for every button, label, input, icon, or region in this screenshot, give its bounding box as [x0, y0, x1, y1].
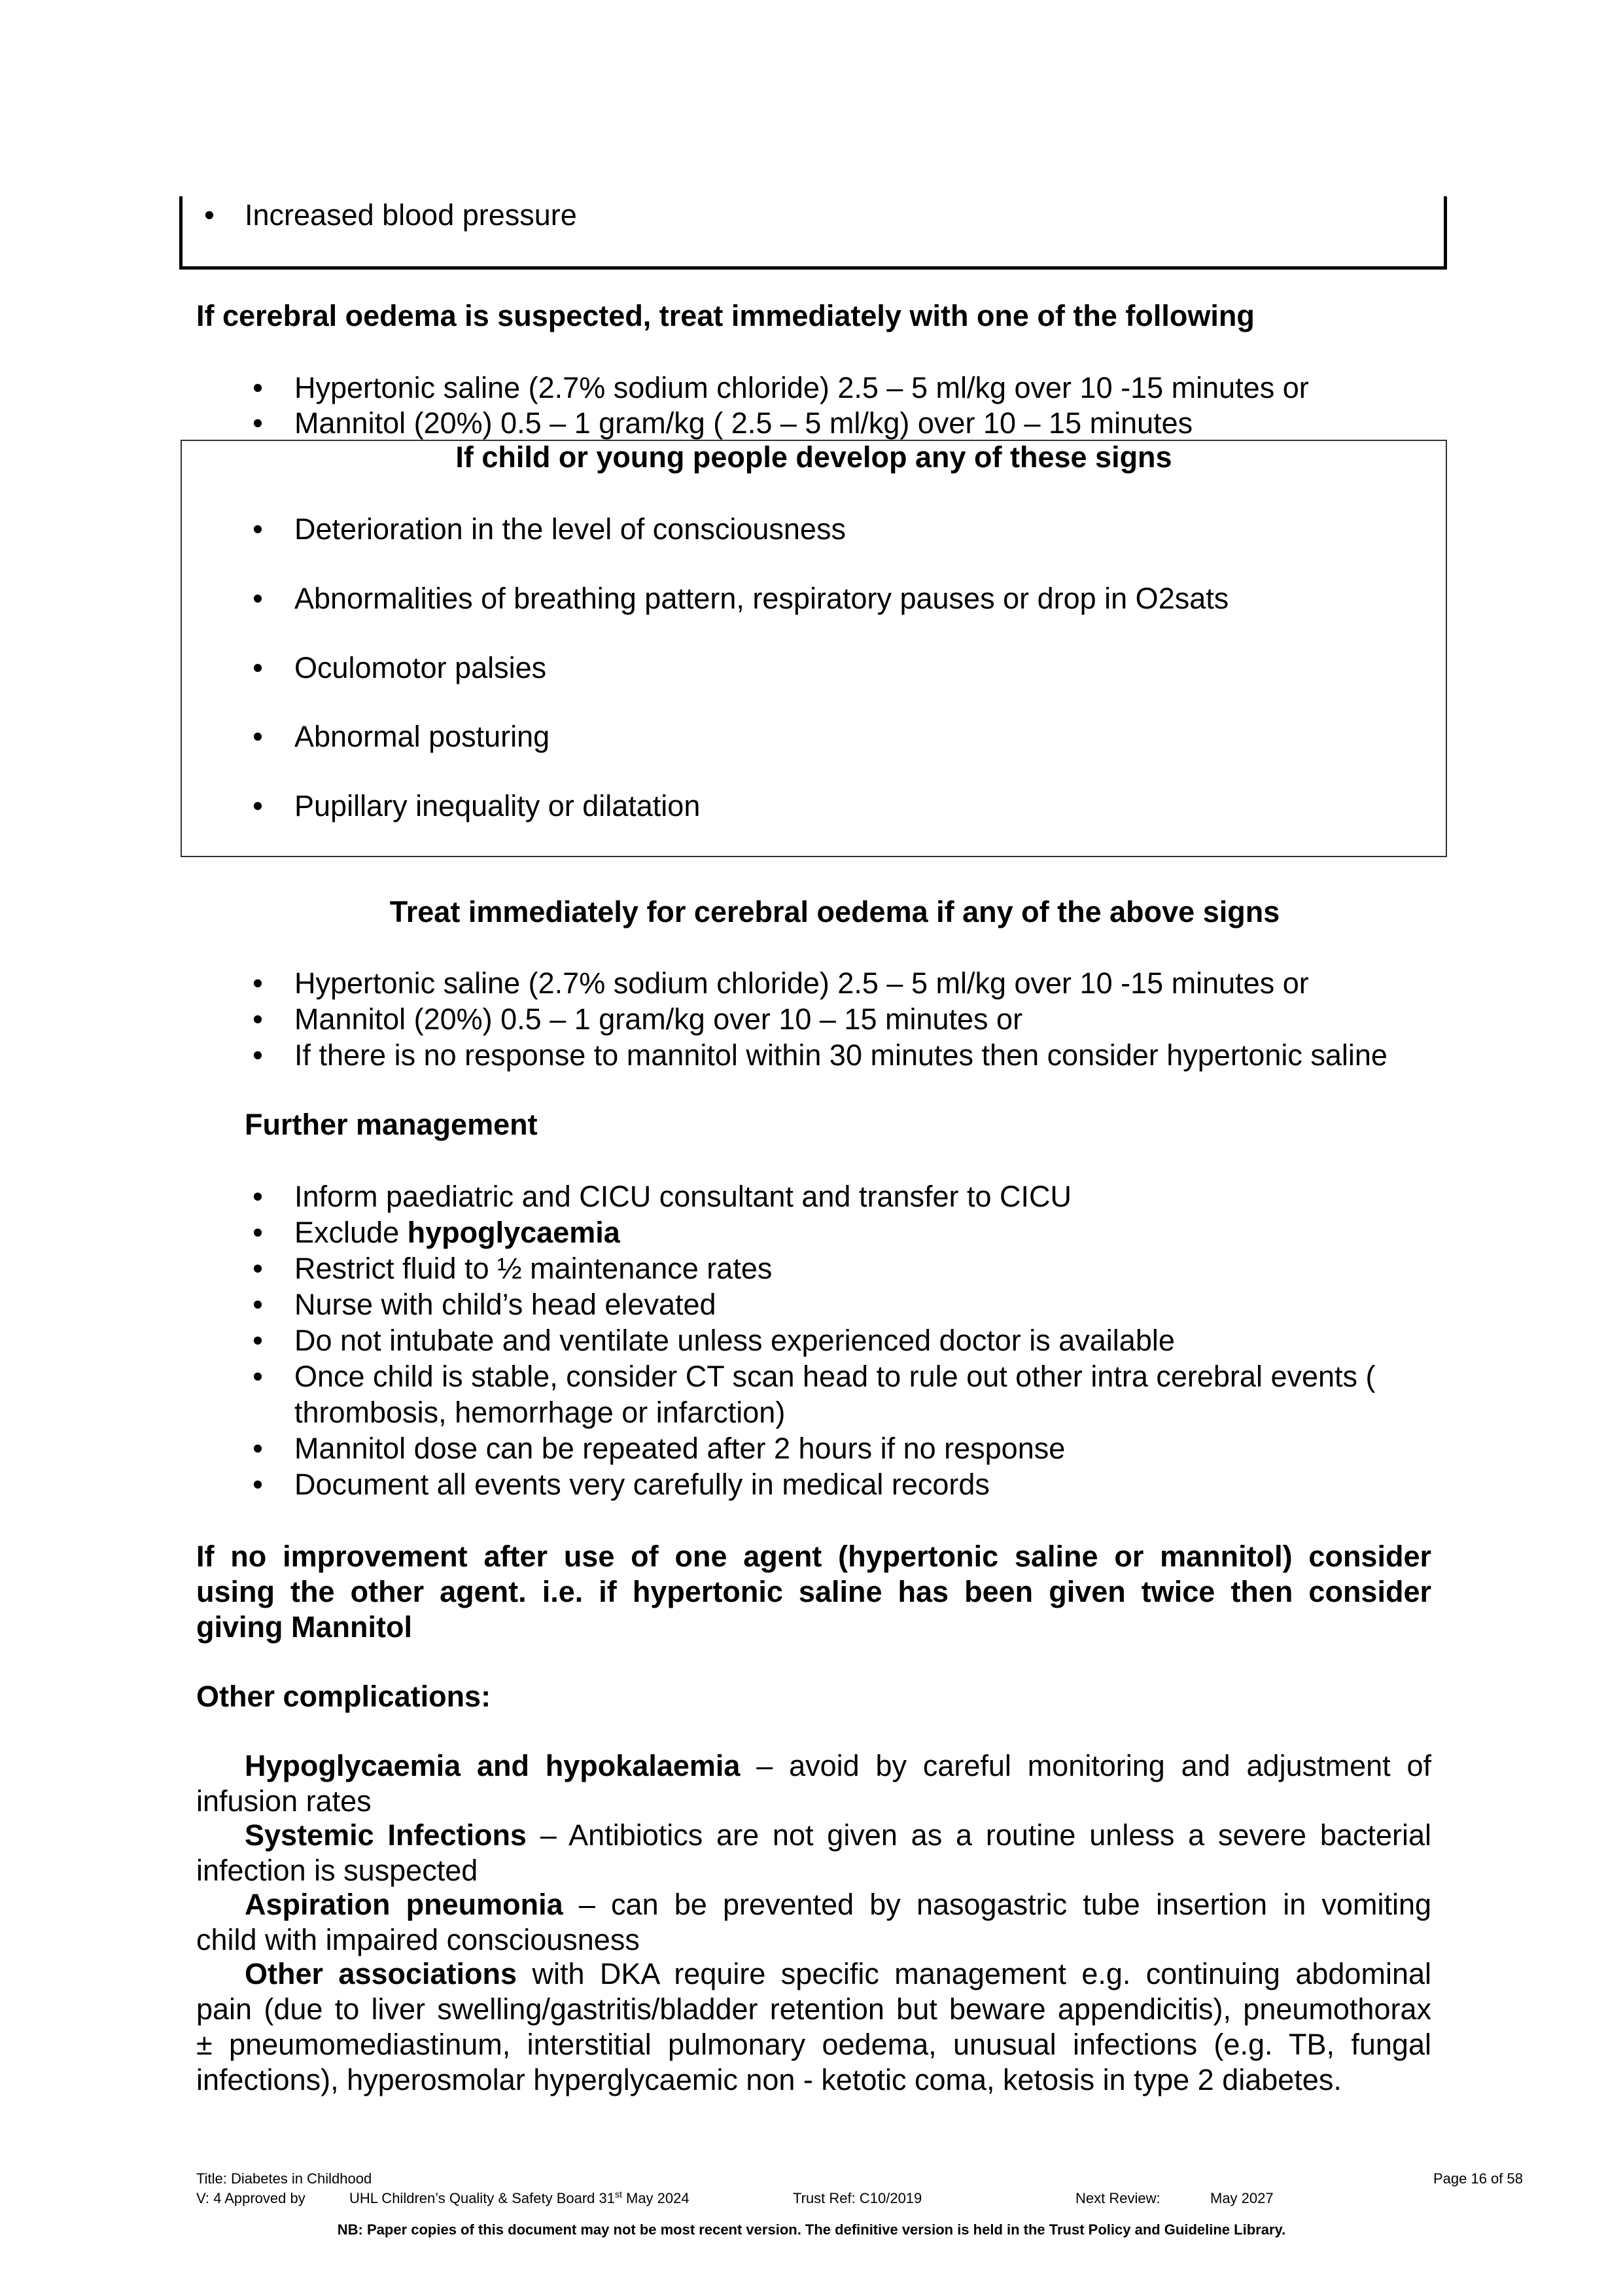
complication-text: – Antibiotics are not given as a routine unless a severe bacterial: [526, 1818, 1431, 1852]
no-improvement-line: giving Mannitol: [196, 1610, 412, 1644]
complication-continuation: ± pneumomediastinum, interstitial pulmonary oedema, unusual infections (e.g. TB, fungal: [196, 2028, 1431, 2061]
cerebral-oedema-heading: If cerebral oedema is suspected, treat immediately with one of the following: [196, 299, 1255, 332]
further-item: Document all events very carefully in medical records: [294, 1468, 990, 1501]
complication-aspiration: [245, 1887, 1431, 1922]
signs-heading: If child or young people develop any of these signs: [455, 440, 1172, 474]
no-improvement-line: using the other agent. i.e. if hypertonic saline has been given twice then consider: [196, 1575, 1431, 1608]
footer-page-number: Page 16 of 58: [1433, 2170, 1523, 2187]
bullet-icon: •: [253, 651, 263, 684]
complication-continuation: infusion rates: [196, 1784, 372, 1818]
complication-continuation: infection is suspected: [196, 1854, 478, 1887]
complication-term: Hypoglycaemia and hypokalaemia: [245, 1749, 741, 1782]
bullet-icon: •: [253, 1360, 263, 1393]
footer-version: V: 4 Approved by: [196, 2190, 305, 2206]
complication-other: [245, 1956, 1431, 1992]
complication-text: – avoid by careful monitoring and adjustment of: [740, 1749, 1431, 1782]
bullet-icon: •: [253, 789, 263, 822]
treat-item: If there is no response to mannitol within 30 minutes then consider hypertonic saline: [294, 1038, 1387, 1072]
no-improvement-line: If no improvement after use of one agent (hypertonic saline or mannitol) consider: [196, 1540, 1431, 1573]
complication-infections: [245, 1818, 1431, 1853]
bullet-icon: •: [253, 1288, 263, 1321]
complication-term: Other associations: [245, 1957, 517, 1990]
treat-item: Hypertonic saline (2.7% sodium chloride) 2.5 – 5 ml/kg over 10 -15 minutes or: [294, 966, 1309, 1000]
further-item-bold: hypoglycaemia: [407, 1216, 620, 1249]
sign-item: Pupillary inequality or dilatation: [294, 789, 701, 822]
treat-item: Mannitol (20%) 0.5 – 1 gram/kg over 10 – 15 minutes or: [294, 1002, 1023, 1036]
top-box-item: Increased blood pressure: [245, 198, 577, 232]
bullet-icon: •: [253, 1216, 263, 1249]
complication-text: with DKA require specific management e.g. continuing abdominal: [517, 1957, 1431, 1990]
complication-continuation: pain (due to liver swelling/gastritis/bladder retention but beware appendicitis), pneumothorax: [196, 1992, 1431, 2026]
treat-heading: Treat immediately for cerebral oedema if any of the above signs: [389, 895, 1280, 928]
further-item: Inform paediatric and CICU consultant and transfer to CICU: [294, 1180, 1072, 1213]
footer-approver-sup: st: [614, 2189, 622, 2200]
complication-text: – can be prevented by nasogastric tube insertion in vomiting: [563, 1888, 1431, 1921]
footer-approver-date: May 2024: [621, 2190, 689, 2206]
further-item: Restrict fluid to ½ maintenance rates: [294, 1252, 773, 1285]
initial-treatment-item: Hypertonic saline (2.7% sodium chloride) 2.5 – 5 ml/kg over 10 -15 minutes or: [294, 371, 1309, 404]
complication-hypoglycaemia: [245, 1748, 1431, 1784]
sign-item: Abnormalities of breathing pattern, respiratory pauses or drop in O2sats: [294, 582, 1229, 615]
further-item-text: Exclude: [294, 1216, 408, 1249]
bullet-icon: •: [253, 371, 263, 404]
bullet-icon: •: [253, 582, 263, 615]
bullet-icon: •: [253, 1252, 263, 1285]
further-item: Mannitol dose can be repeated after 2 hours if no response: [294, 1432, 1066, 1465]
sign-item: Deterioration in the level of consciousness: [294, 512, 846, 546]
sign-item: Abnormal posturing: [294, 720, 550, 753]
bullet-icon: •: [253, 1038, 263, 1072]
bullet-icon: •: [253, 512, 263, 546]
sign-item: Oculomotor palsies: [294, 651, 547, 684]
footer-approver-text: UHL Children’s Quality & Safety Board 31: [349, 2190, 615, 2206]
bullet-icon: •: [253, 1180, 263, 1213]
footer-next-review-date: May 2027: [1210, 2190, 1274, 2206]
further-item: [294, 1215, 620, 1250]
complication-term: Systemic Infections: [245, 1818, 527, 1852]
footer-trust-ref: Trust Ref: C10/2019: [793, 2190, 922, 2206]
bullet-icon: •: [253, 720, 263, 753]
complication-continuation: child with impaired consciousness: [196, 1923, 640, 1956]
further-item: Do not intubate and ventilate unless experienced doctor is available: [294, 1324, 1175, 1357]
further-management-heading: Further management: [245, 1108, 538, 1141]
bullet-icon: •: [253, 1324, 263, 1357]
complication-continuation: infections), hyperosmolar hyperglycaemic non - ketotic coma, ketosis in type 2 diabetes.: [196, 2063, 1342, 2096]
bullet-icon: •: [253, 1002, 263, 1036]
bullet-icon: •: [204, 198, 215, 232]
further-item-continuation: thrombosis, hemorrhage or infarction): [294, 1396, 786, 1429]
bullet-icon: •: [253, 966, 263, 1000]
other-complications-heading: Other complications:: [196, 1680, 491, 1713]
footer-next-review-label: Next Review:: [1075, 2190, 1161, 2206]
bullet-icon: •: [253, 406, 263, 440]
footer-approver: [349, 2189, 689, 2208]
initial-treatment-item: Mannitol (20%) 0.5 – 1 gram/kg ( 2.5 – 5 ml/kg) over 10 – 15 minutes: [294, 406, 1193, 440]
further-item: Nurse with child’s head elevated: [294, 1288, 716, 1321]
footer-title: Title: Diabetes in Childhood: [196, 2170, 372, 2187]
bullet-icon: •: [253, 1432, 263, 1465]
bullet-icon: •: [253, 1468, 263, 1501]
further-item: Once child is stable, consider CT scan head to rule out other intra cerebral events (: [294, 1360, 1376, 1393]
footer-nb-notice: NB: Paper copies of this document may not be most recent version. The definitive version is held in the Trust Policy and Guideline Library.: [337, 2221, 1286, 2238]
complication-term: Aspiration pneumonia: [245, 1888, 563, 1921]
